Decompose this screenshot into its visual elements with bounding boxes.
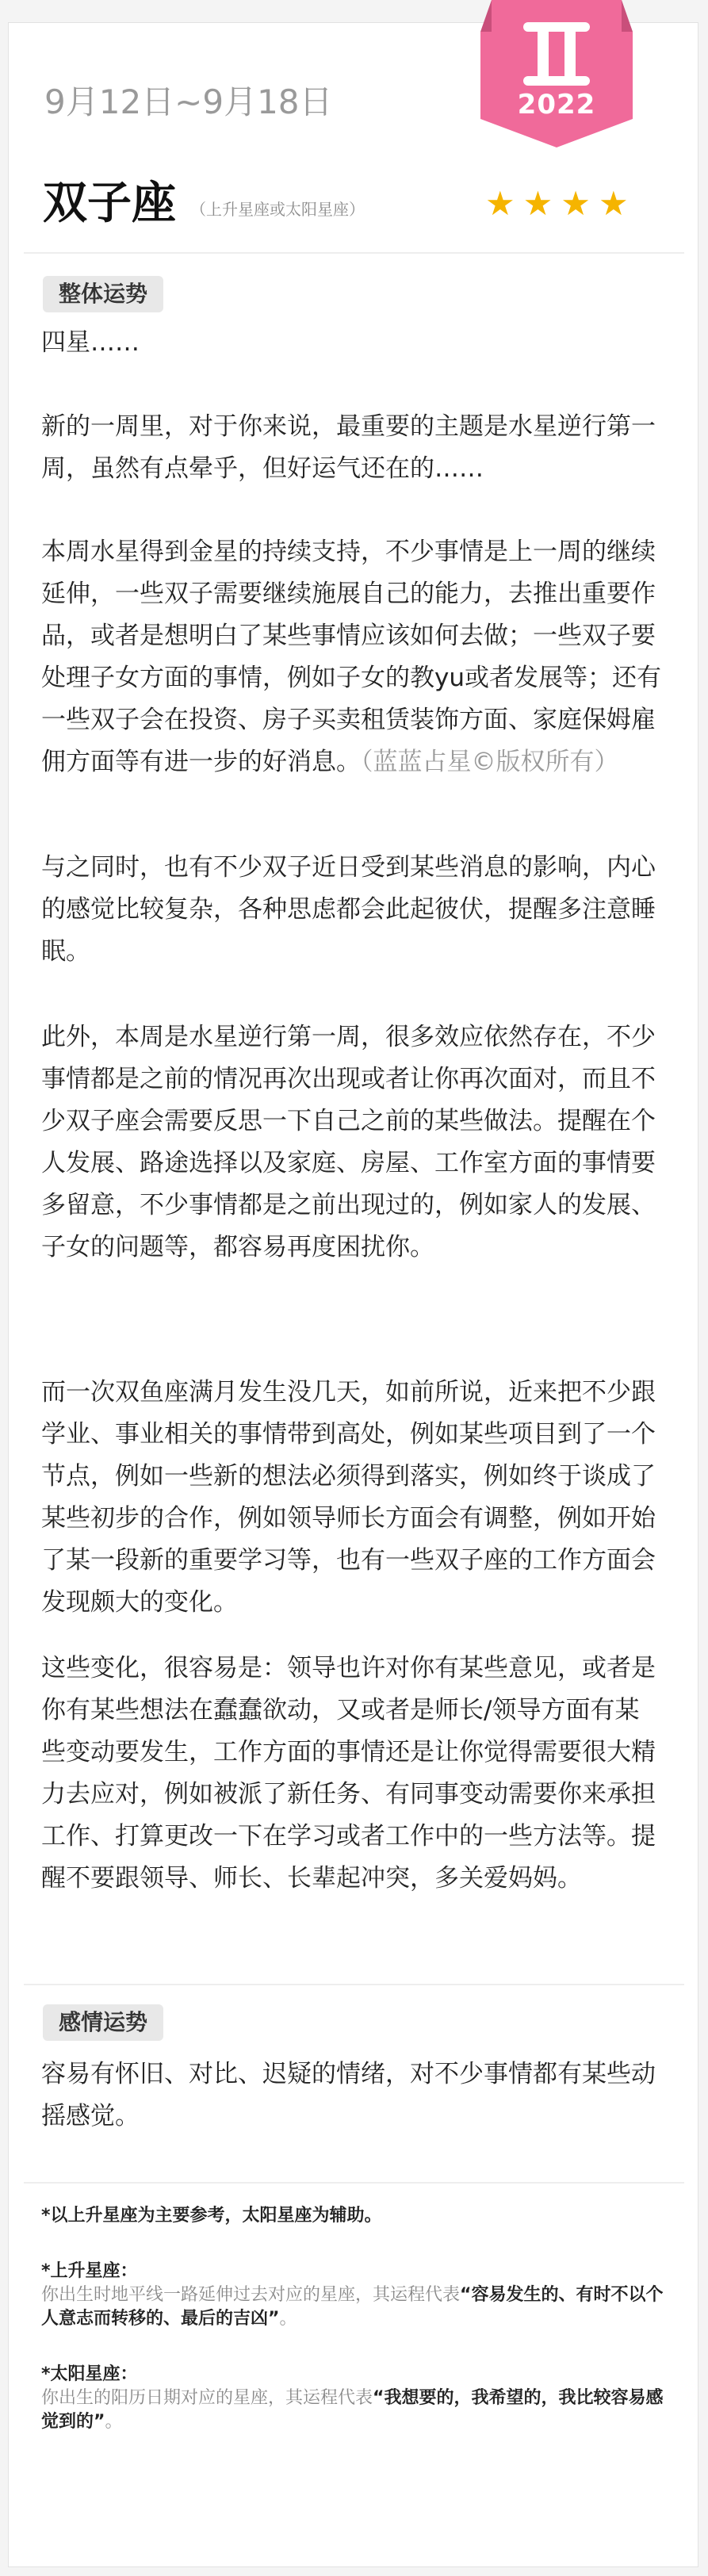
badge-year: 2022 [517,89,596,121]
date-range: 9月12日~9月18日 [44,82,333,121]
overall-paragraph: 这些变化，很容易是：领导也许对你有某些意见，或者是你有某些想法在蠢蠢欲动，又或者是师长/领导方面有某些变动要发生，工作方面的事情还是让你觉得需要很大精力去应对，例如被派了新任务、有同事变动需要你来承担工作、打算更改一下在学习或者工作中的一些方法等。提醒不要跟领导、师长、长辈起冲突，多关爱妈妈。 [41,1654,656,1893]
love-section-label: 感情运势 [43,2004,163,2041]
divider [24,2182,684,2184]
note-sun: *太阳星座： 你出生的阳历日期对应的星座，其运程代表“我想要的，我希望的，我比较容易感觉到的”。 [41,2364,664,2432]
divider [24,1984,684,1985]
sign-title: 双子座 [43,178,176,229]
horoscope-card [8,22,698,2567]
divider [24,252,684,254]
love-paragraph: 容易有怀旧、对比、迟疑的情绪，对不少事情都有某些动摇感觉。 [41,2060,656,2130]
overall-paragraph: 与之同时，也有不少双子近日受到某些消息的影响，内心的感觉比较复杂，各种思虑都会此起彼伏，提醒多注意睡眠。 [41,853,656,966]
note-rising: *上升星座： 你出生时地平线一路延伸过去对应的星座，其运程代表“容易发生的、有时不以个人意志而转移的、最后的吉凶”。 [41,2261,664,2329]
note-main: *以上升星座为主要参考，太阳星座为辅助。 [41,2206,382,2226]
overall-paragraph: 新的一周里，对于你来说，最重要的主题是水星逆行第一周，虽然有点晕乎，但好运气还在的…… [41,412,656,483]
star-rating: ★★★★ [485,184,637,223]
sign-subtitle: （上升星座或太阳星座） [190,200,365,219]
overall-paragraph: 四星…… [41,328,140,357]
overall-section-label: 整体运势 [43,276,163,312]
overall-paragraph: 本周水星得到金星的持续支持，不少事情是上一周的继续延伸，一些双子需要继续施展自己的能力，去推出重要作品，或者是想明白了某些事情应该如何去做；一些双子要处理子女方面的事情，例如子女的教yu或者发展等；还有一些双子会在投资、房子买卖租赁装饰方面、家庭保姆雇佣方面等有进一步的好消息。（蓝蓝占星©版权所有） [41,538,661,776]
zodiac-badge [477,0,636,149]
copyright-note: （蓝蓝占星©版权所有） [361,748,619,776]
overall-paragraph: 此外，本周是水星逆行第一周，很多效应依然存在，不少事情都是之前的情况再次出现或者让你再次面对，而且不少双子座会需要反思一下自己之前的某些做法。提醒在个人发展、路途选择以及家庭、房屋、工作室方面的事情要多留意，不少事情都是之前出现过的，例如家人的发展、子女的问题等，都容易再度困扰你。 [41,1023,656,1261]
gemini-icon [477,0,636,149]
overall-paragraph: 而一次双鱼座满月发生没几天，如前所说，近来把不少跟学业、事业相关的事情带到高处，例如某些项目到了一个节点，例如一些新的想法必须得到落实，例如终于谈成了某些初步的合作，例如领导师长方面会有调整，例如开始了某一段新的重要学习等，也有一些双子座的工作方面会发现颇大的变化。 [41,1378,656,1617]
